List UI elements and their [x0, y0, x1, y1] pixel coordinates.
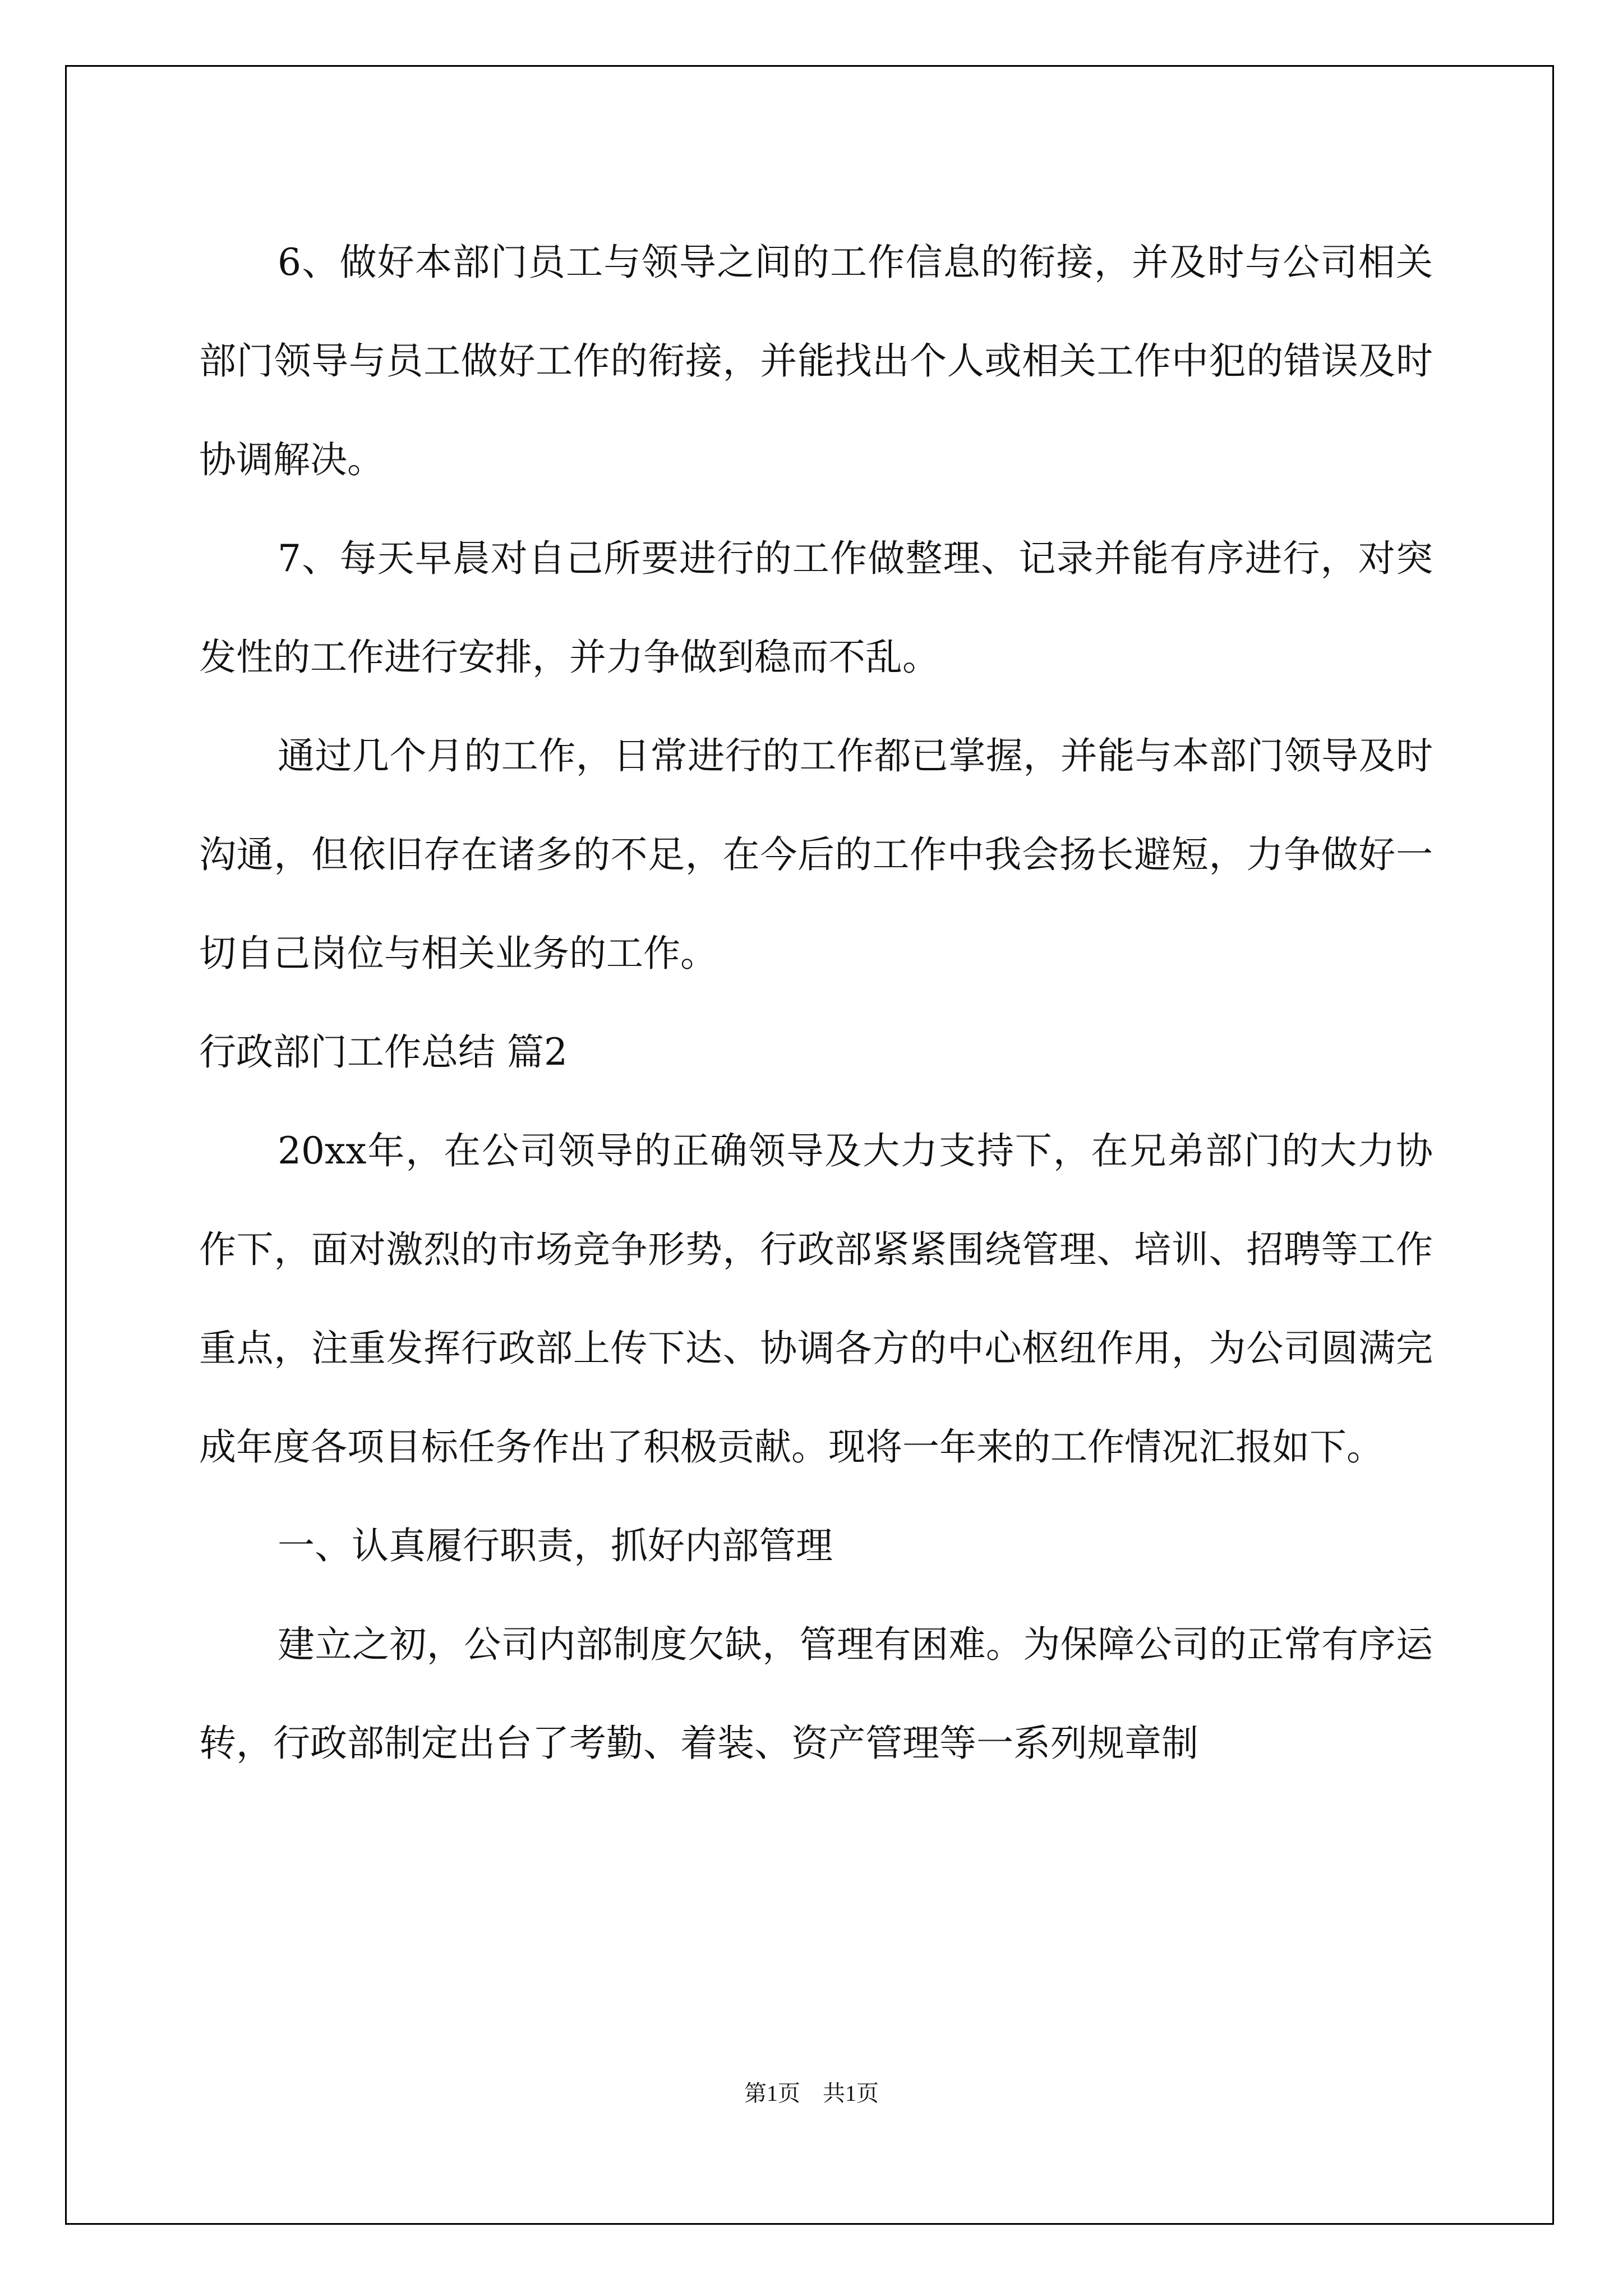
paragraph-item-7: 7、每天早晨对自己所要进行的工作做整理、记录并能有序进行，对突发性的工作进行安排，并力争做到稳而不乱。: [199, 537, 1433, 679]
document-body: [199, 213, 1433, 1793]
paragraph-intro: 20xx年，在公司领导的正确领导及大力支持下，在兄弟部门的大力协作下，面对激烈的市场竞争形势，行政部紧紧围绕管理、培训、招聘等工作重点，注重发挥行政部上传下达、协调各方的中心枢纽作用，为公司圆满完成年度各项目标任务作出了积极贡献。现将一年来的工作情况汇报如下。: [199, 1129, 1433, 1469]
paragraph-management: 建立之初，公司内部制度欠缺，管理有困难。为保障公司的正常有序运转，行政部制定出台了考勤、着装、资产管理等一系列规章制: [199, 1623, 1433, 1765]
section-heading: 行政部门工作总结 篇2: [199, 1030, 568, 1074]
paragraph-item-6: 6、做好本部门员工与领导之间的工作信息的衔接，并及时与公司相关部门领导与员工做好工作的衔接，并能找出个人或相关工作中犯的错误及时协调解决。: [199, 241, 1433, 481]
paragraph-summary: 通过几个月的工作，日常进行的工作都已掌握，并能与本部门领导及时沟通，但依旧存在诸多的不足，在今后的工作中我会扬长避短，力争做好一切自己岗位与相关业务的工作。: [199, 734, 1433, 975]
subheading-one: 一、认真履行职责，抓好内部管理: [278, 1524, 833, 1567]
page-footer: 第1页 共1页: [744, 2081, 879, 2106]
